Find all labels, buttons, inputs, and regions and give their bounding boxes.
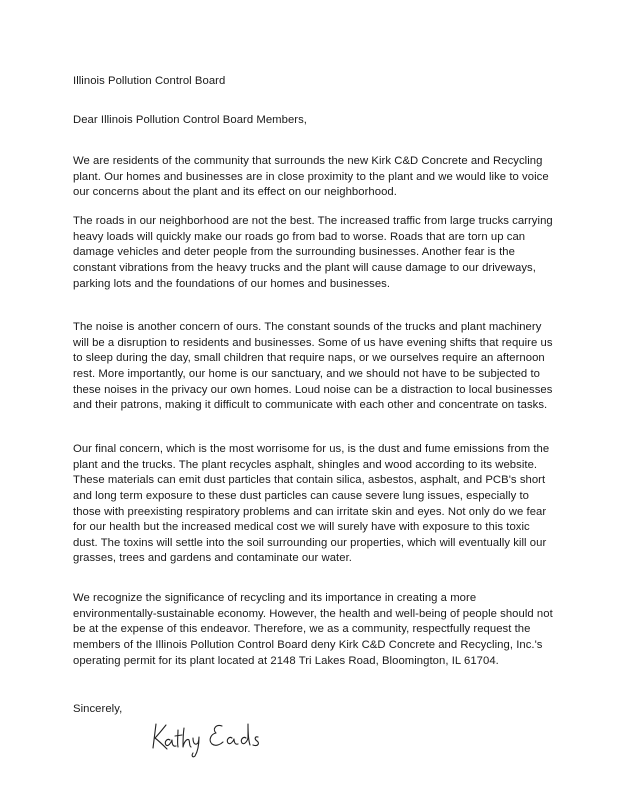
paragraph-roads: The roads in our neighborhood are not the best. The increased traffic from large trucks carrying heavy loads will quickly make our roads go from bad to worse. Roads that are torn up can damage vehicles and deter people from the surrounding businesses. Another fear is the constant vibrations from the heavy trucks and the plant will cause damage to our driveways, parking lots and the foundations of our homes and businesses. (73, 215, 553, 290)
paragraph-request: We recognize the significance of recycling and its importance in creating a more environmentally-sustainable economy. However, the health and well-being of people should not be at the expense of this endeavor. Therefore, we as a community, respectfully request the members of the Illinois Pollution Control Board deny Kirk C&D Concrete and Recycling, Inc.'s operating permit for its plant located at 2148 Tri Lakes Road, Bloomington, IL 61704. (73, 592, 553, 667)
paragraph-dust: Our final concern, which is the most worrisome for us, is the dust and fume emissions from the plant and the trucks. The plant recycles asphalt, shingles and wood according to its website. These materials can emit dust particles that contain silica, asbestos, asphalt, and PCB's short and long term exposure to these dust particles can cause severe lung issues, especially to those with preexisting respiratory problems and can irritate skin and eyes. Not only do we fear for our health but the increased medical cost we will surely have with exposure to this toxic dust. The toxins will settle into the soil surrounding our properties, which will eventually kill our grasses, trees and gardens and contaminate our water. (73, 443, 550, 565)
addressee: Illinois Pollution Control Board (73, 75, 226, 87)
closing: Sincerely, (73, 703, 123, 715)
handwritten-signature (150, 716, 270, 758)
paragraph-noise: The noise is another concern of ours. The constant sounds of the trucks and plant machinery will be a disruption to residents and businesses. Some of us have evening shifts that require us to sleep during the day, small children that require naps, or we ourselves require an afternoon rest. More importantly, our home is our sanctuary, and we should not have to be subjected to these noises in the privacy our own homes. Loud noise can be a distraction to local businesses and their patrons, making it difficult to communicate with each other and concentrate on tasks. (73, 321, 553, 412)
paragraph-intro: We are residents of the community that surrounds the new Kirk C&D Concrete and Recycling plant. Our homes and businesses are in close proximity to the plant and we would like to voice our concerns about the plant and its effect on our neighborhood. (73, 155, 549, 199)
salutation: Dear Illinois Pollution Control Board Members, (73, 114, 307, 126)
signature-icon (150, 716, 270, 758)
